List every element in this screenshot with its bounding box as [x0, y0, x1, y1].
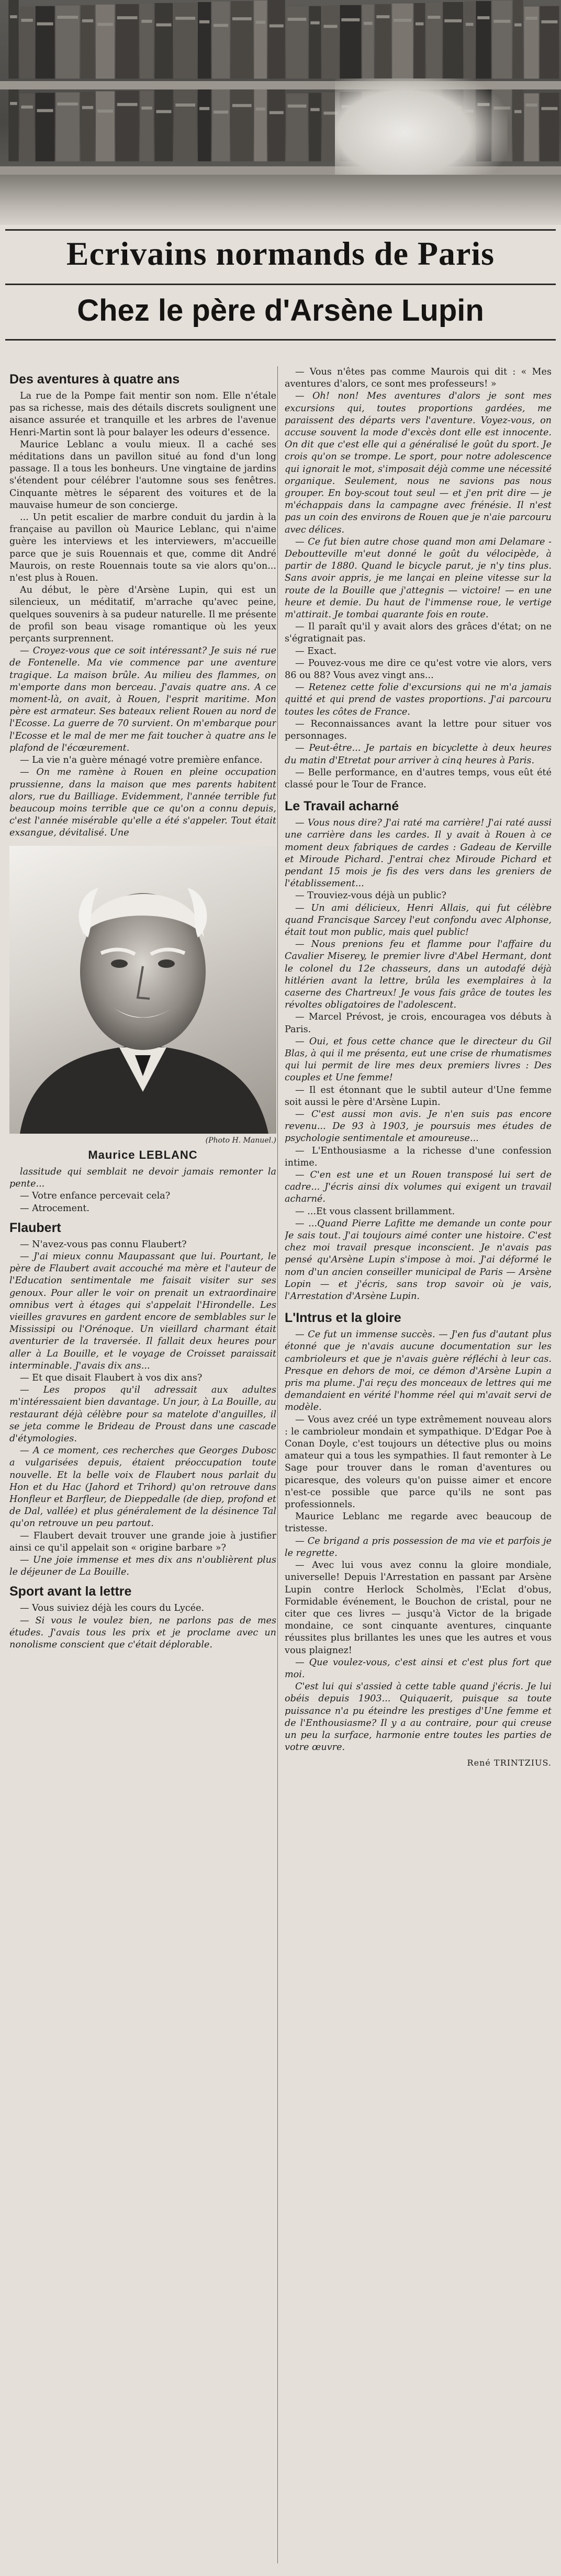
book-spine: [492, 1, 512, 78]
quote-paragraph: C'est lui qui s'assied à cette table quand j'écris. Je lui obéis depuis 1903... Quiquaerit, puisque sa toute puissance n'a pu éteindre les prestiges d'Une femme et de l'Enthousiasme? Il y a au contraire, pour qui creuse un peu la surface, harmonie entre toutes les parties de votre œuvre.: [285, 1681, 552, 1753]
paragraph: — Vous suiviez déjà les cours du Lycée.: [20, 1603, 205, 1614]
quote-paragraph: lassitude qui semblait ne devoir jamais remonter la pente...: [9, 1166, 276, 1190]
quote-paragraph: — J'ai mieux connu Maupassant que lui. Pourtant, le père de Flaubert avait accouché ma mère et l'auteur de l'Education sentimentale me faisait visiter sur ses genoux. Pour aller le voir on prenait un extraordinaire omnibus vert à étages qui s'appelait l'Hirondelle. Les vieilles gravures en gardent encore de semblables sur le Mississipi ou l'Orénoque. Un vieillard charmant était aventurier de la traversée. Il fallait deux heures pour aller à La Bouille, et le voyage de Croisset paraissait interminable. J'avais dix ans...: [9, 1251, 276, 1371]
book-spine: [8, 0, 18, 78]
section-title: Sport avant la lettre: [9, 1584, 132, 1599]
book-spine: [309, 93, 321, 161]
paragraph: — Flaubert devait trouver une grande joie à justifier ainsi ce qu'il appelait son « origine barbare »?: [9, 1530, 276, 1553]
book-spine-band: [525, 17, 537, 20]
book-spine-band: [376, 15, 389, 18]
book-spine: [212, 88, 230, 162]
paragraph: — Vous avez créé un type extrêmement nouveau alors : le cambrioleur mondain et sympathique. D'Edgar Poe à Conan Doyle, c'est toujours un détective plus ou moins amateur qui a tous les sympathies. Il faut remonter à Le Sage pour trouver dans le roman d'aventures ou picaresque, des voleurs qu'on puisse aimer et encore n'est-ce possible que parce qu'ils ne sont pas professionnels.: [285, 1414, 552, 1510]
book-spine: [322, 6, 339, 79]
book-spine: [231, 88, 253, 162]
quote-paragraph: — Nous prenions feu et flamme pour l'affaire du Cavalier Miserey, le premier livre d'Abel Hermant, dont le colonel du 12e chasseurs, dans un autodafé déjà hitlérien avant la lettre, brûla les exemplaires à la caserne des Chartreux! Je vous fais grâce de toutes les révoltes obligatoires de l'adolescent.: [285, 939, 552, 1011]
book-spine-band: [175, 17, 195, 20]
photo-foreground: [0, 175, 561, 225]
book-spine-band: [21, 19, 32, 22]
book-spine-band: [232, 104, 252, 107]
book-spine: [20, 93, 35, 161]
book-spine-band: [310, 21, 319, 25]
book-spine: [198, 2, 211, 78]
book-spine: [116, 91, 139, 162]
book-spine-band: [57, 16, 78, 19]
paragraph: La rue de la Pompe fait mentir son nom. Elle n'étale pas sa richesse, mais des détails discrets soulignent une aisance assurée et tranquille et les arbres de l'avenue Henri-Martin sont là pour balayer les odeurs d'essence.: [9, 391, 276, 438]
book-spine-band: [525, 104, 537, 107]
paragraph: — Belle performance, en d'autres temps, vous eût été classé pour le Tour de France.: [285, 767, 552, 790]
book-spine: [476, 1, 491, 78]
book-spine-band: [341, 18, 360, 21]
paragraph: — Votre enfance percevait cela?: [20, 1191, 171, 1202]
book-spine-band: [10, 15, 17, 18]
book-spine-band: [288, 105, 307, 108]
book-spine: [513, 0, 523, 78]
book-spine: [340, 5, 361, 79]
book-spine-band: [117, 16, 138, 19]
book-spine: [81, 5, 95, 79]
book-spine-band: [541, 20, 557, 24]
book-spine-band: [514, 24, 522, 27]
book-spine: [198, 89, 211, 162]
quote-paragraph: — Ce fut un immense succès. — J'en fus d'autant plus étonné que je n'avais aucune documentation sur les cambrioleurs et que je n'avais guère réfléchi à leur cas. Presque en dehors de moi, ce démon d'Arsène Lupin a pris ma plume. J'ai reçu des monceaux de lettres qui me demandaient en vérité l'homme réel qui m'avait servi de modèle.: [285, 1329, 552, 1413]
quote-paragraph: — Oh! non! Mes aventures d'alors je sont mes excursions qui, toutes proportions gardées, me paraissent des départs vers l'aventure. Voyez-vous, on accuse souvent la mode d'excès dont elle est innocente. On dit que c'est elle qui a généralisé le goût du sport. Je crois qu'on se trompe. Le sport, pour notre adolescence qui ignorait le mot, s'imposait déjà comme une nécessité organique. Seulement, nous ne savions pas nous grouper. En boy-scout tout seul — et j'en prit dire — je m'échappais dans la campagne avec frénésie. Il n'est pas un coin des environs de Rouen que je n'aie parcouru avec délices.: [285, 391, 552, 535]
book-spine: [268, 0, 285, 78]
book-spine: [174, 89, 197, 162]
paragraph: — L'Enthousiasme a la richesse d'une confession intime.: [285, 1145, 552, 1168]
paragraph: — Avec lui vous avez connu la gloire mondiale, universelle! Depuis l'Arrestation en passant par Arsène Lupin contre Herlock Scholmès, l'Eclat d'obus, Formidable événement, le Bouchon de cristal, pour ne citer que ces livres — jusqu'à Victor de la brigade mondaine, ce sont cinquante aventures, cinquante réussites plus brillantes les unes que les autres et vous vous plaignez!: [285, 1560, 552, 1656]
book-spine: [414, 3, 425, 78]
book-spine-band: [37, 109, 53, 112]
quote-paragraph: — Un ami délicieux, Henri Allais, qui fut célèbre quand Francisque Sarcey l'eut confondu avec Alphonse, était tout mon public, mais quel public!: [285, 902, 552, 937]
book-spine: [362, 5, 374, 79]
book-spine: [174, 3, 197, 78]
quote-paragraph: — ...Quand Pierre Lafitte me demande un conte pour Je sais tout. J'ai toujours aimé conter une histoire. C'est chez moi travail presque inconscient. Je n'avais pas pensé qu'Arsène Lupin s'impose à moi. J'ai déformé le nom d'un ancien conseiller municipal de Paris — Arsène Lopin — et j'écris, sans trop savoir où je vais, l'Arrestation d'Arsène Lupin.: [285, 1218, 552, 1302]
book-spine-band: [232, 17, 252, 20]
paragraph: — La vie n'a guère ménagé votre première enfance.: [20, 755, 263, 766]
section-title: L'Intrus et la gloire: [285, 1310, 401, 1326]
paragraph: — Marcel Prévost, je crois, encouragea vos débuts à Paris.: [285, 1012, 552, 1035]
book-spine-band: [214, 110, 228, 114]
book-spine-band: [21, 106, 32, 109]
book-spine: [309, 6, 321, 79]
left-column: [9, 366, 276, 2569]
portrait-illustration: [9, 846, 276, 1134]
book-spine-band: [10, 102, 17, 105]
paragraph: — Il paraît qu'il y avait alors des grâces d'état; on ne s'égratignait pas.: [285, 622, 552, 645]
portrait-figure: [9, 846, 276, 1161]
headline-rule: [5, 339, 556, 341]
book-spine-band: [477, 16, 489, 19]
book-spine: [392, 4, 413, 79]
book-spine: [540, 6, 559, 79]
book-spine-band: [466, 23, 474, 26]
book-spine: [116, 4, 139, 79]
book-spine-band: [156, 24, 171, 27]
book-spine-band: [270, 111, 284, 114]
paragraph: — Pouvez-vous me dire ce qu'est votre vie alors, vers 86 ou 88? Vous avez vingt ans...: [285, 658, 552, 681]
paragraph: — Exact.: [295, 646, 336, 657]
book-spine-band: [214, 24, 228, 27]
quote-paragraph: — Retenez cette folie d'excursions qui ne m'a jamais quitté et qui prend de vastes proportions. J'ai parcouru toutes les côtes de France.: [285, 682, 552, 717]
book-spine-band: [255, 108, 265, 111]
book-spine-band: [270, 25, 284, 28]
book-spine-band: [199, 20, 209, 24]
book-spine-band: [141, 20, 152, 23]
book-spine: [155, 3, 173, 78]
quote-paragraph: — A ce moment, ces recherches que Georges Dubosc a vulgarisées depuis, étaient préoccupation toute nouvelle. Et la belle voix de Flaubert nous parlait du Hon et du Hac (Jahord et Trihord) qu'on retrouve dans Honfleur et Barfleur, de Dieppedalle (de diep, profond et de Dal, vallée) et plus généralement de la désinence Tal qu'on retrouve un peu partout.: [9, 1445, 276, 1529]
book-spine-band: [255, 21, 265, 24]
book-spine: [20, 7, 35, 79]
book-spine-band: [97, 109, 113, 112]
quote-paragraph: — C'est aussi mon avis. Je n'en suis pas encore revenu... De 93 à 1903, je poursuis mes études de psychologie sentimentale et amoureuse...: [285, 1109, 552, 1144]
article-title: Chez le père d'Arsène Lupin: [77, 293, 484, 327]
quote-paragraph: — Si vous le voulez bien, ne parlons pas de mes études. J'avais tous les prix et je proclame avec un nonolisme conscient que c'était déplorable.: [9, 1615, 276, 1651]
book-spine-band: [514, 110, 522, 113]
book-spine-band: [541, 107, 557, 110]
bookshelf-photo: [0, 0, 561, 225]
quote-paragraph: — Ce fut bien autre chose quand mon ami Delamare - Deboutteville m'eut donné le goût du vélocipède, à partir de 1880. Quand le bicycle parut, je n'y tins plus. Sans avoir appris, je me lançai en pleine vitesse sur la route de la Bouille que j'attegnis — victoire! — en une heure et demie. Du haut de l'immense roue, le vertige m'attirait. Je tombai quarante fois en route.: [285, 536, 552, 620]
paragraph: — Il est étonnant que le subtil auteur d'Une femme soit aussi le père d'Arsène Lupin.: [285, 1084, 552, 1108]
book-spine-band: [57, 103, 78, 106]
quote-paragraph: — Ce brigand a pris possession de ma vie et parfois je le regrette.: [285, 1535, 552, 1558]
book-spine: [212, 2, 230, 78]
paragraph: — Et que disait Flaubert à vos dix ans?: [20, 1372, 203, 1383]
book-spine: [464, 2, 475, 78]
headline-rule: [5, 284, 556, 285]
headline-rule: [5, 229, 556, 231]
column-separator: [277, 366, 278, 2563]
book-spine: [231, 1, 253, 78]
book-spine: [155, 90, 173, 162]
book-spine-band: [444, 19, 462, 22]
book-spine: [254, 1, 267, 78]
paragraph: — Atrocement.: [20, 1203, 90, 1214]
paragraph: ... Un petit escalier de marbre conduit du jardin à la française au pavillon où Maurice Leblanc, qui n'aime guère les interviews et les interviewers, m'accueille parce que je suis Rouennais et que, comme dit André Maurois, on reste Rouennais toute sa vie alors qu'on... n'est plus à Rouen.: [9, 512, 276, 584]
book-spine-band: [428, 16, 440, 19]
section-title: Des aventures à quatre ans: [9, 372, 180, 387]
book-spine: [254, 87, 267, 162]
book-spine: [426, 3, 442, 78]
book-spine: [8, 87, 18, 162]
quote-paragraph: — On me ramène à Rouen en pleine occupation prussienne, dans la maison que mes parents habitent alors, rue du Bailliage. Evidemment, l'année terrible fut beaucoup moins terrible que ce qu'on a connu depuis, c'est l'année misérable qu'elle a été s'appeler. Tout était exsangue, dévitalisé. Une: [9, 767, 276, 839]
book-spine-band: [37, 22, 53, 26]
quote-paragraph: — C'en est une et un Rouen transposé lui sert de cadre... J'écris ainsi dix volumes qui exigent un travail acharné.: [285, 1170, 552, 1205]
book-spine-band: [288, 18, 307, 21]
photo-caption: Maurice LEBLANC: [88, 1148, 198, 1161]
book-spine-band: [364, 22, 372, 25]
book-spine: [81, 92, 95, 162]
portrait-photo: [9, 846, 276, 1134]
book-spine-band: [199, 107, 209, 110]
quote-paragraph: — Une joie immense et mes dix ans n'oublièrent plus le déjeuner de La Bouille.: [9, 1555, 276, 1578]
paragraph: — N'avez-vous pas connu Flaubert?: [20, 1239, 187, 1250]
page-headline: Ecrivains normands de Paris: [66, 235, 495, 272]
book-spine: [286, 7, 308, 79]
photo-credit: (Photo H. Manuel.): [205, 1136, 276, 1145]
right-column: [285, 366, 552, 2569]
book-spine: [96, 5, 115, 79]
quote-paragraph: — Que voulez-vous, c'est ainsi et c'est plus fort que moi.: [285, 1657, 552, 1680]
book-spine-band: [97, 23, 113, 26]
quote-paragraph: — Oui, et fous cette chance que le directeur du Gil Blas, à qui il me présenta, eut une crise de rhumatismes qui lui permit de lire mes deux premiers livres : Des couples et Une femme!: [285, 1036, 552, 1083]
book-spine: [513, 87, 523, 162]
section-title: Le Travail acharné: [285, 799, 399, 814]
paragraph: — Vous n'êtes pas comme Maurois qui dit : « Mes aventures d'alors, ce sont mes professeurs! »: [285, 367, 552, 390]
paragraph: — Reconnaissances avant la lettre pour situer vos personnages.: [285, 718, 552, 742]
paragraph: Maurice Leblanc me regarde avec beaucoup de tristesse.: [285, 1511, 552, 1534]
paragraph: Au début, le père d'Arsène Lupin, qui est un silencieux, un méditatif, m'arrache qu'avec peine, quelques souvenirs à sa pudeur naturelle. Il me présente de profil son beau visage romantique où les yeux perçants surprennent.: [9, 585, 276, 645]
book-spine: [286, 93, 308, 161]
quote-paragraph: — Les propos qu'il adressait aux adultes m'intéressaient bien davantage. Un jour, à La Bouille, au restaurant déjà célèbre pour sa matelote d'anguilles, il se jeta comme le Brideau de Proust dans une cascade d'étymologies.: [9, 1385, 276, 1444]
book-spine-band: [310, 108, 319, 111]
paragraph: — ...Et vous classent brillamment.: [295, 1206, 455, 1217]
book-spine-band: [156, 110, 171, 113]
paragraph: — Trouviez-vous déjà un public?: [295, 890, 446, 901]
book-spine: [96, 92, 115, 162]
book-spine: [140, 4, 153, 79]
paragraph: Maurice Leblanc a voulu mieux. Il a caché ses méditations dans un pavillon situé au fond d'un long passage. Il a tous les bonheurs. Une vingtaine de jardins s'étendent pour célébrer l'automne sous ses fenêtres. Cinquante mètres le séparent des voitures et de la mauvaise humeur de son concierge.: [9, 439, 276, 511]
quote-paragraph: — Croyez-vous que ce soit intéressant? Je suis né rue de Fontenelle. Ma vie commence par une aventure tragique. La maison brûle. Au milieu des flammes, on m'emporte dans mon berceau. J'avais quatre ans. A ce moment-là, on avait, à Rouen, l'esprit maritime. Mon père est armateur. Ses bateaux relient Rouen au nord de l'Ecosse. La guerre de 70 survient. On m'embarque pour l'Ecosse et le mal de mer me fait toucher à quatre ans le plafond de l'écœurement.: [9, 646, 276, 753]
book-spine-band: [416, 22, 424, 26]
book-spine-band: [82, 106, 93, 109]
book-spine: [140, 91, 153, 162]
book-spine-band: [82, 19, 93, 22]
book-spine-band: [141, 107, 152, 110]
book-spine: [443, 2, 463, 78]
book-spine-band: [323, 25, 337, 28]
book-spine-band: [493, 20, 510, 23]
book-spine: [268, 87, 285, 162]
book-spine: [36, 93, 55, 161]
book-spine-band: [117, 103, 138, 106]
author-signature: René TRINTZIUS.: [467, 1758, 552, 1768]
book-spine-band: [394, 19, 411, 22]
section-title: Flaubert: [9, 1220, 61, 1235]
book-spine: [36, 6, 55, 79]
quote-paragraph: — Peut-être... Je partais en bicyclette à deux heures du matin d'Etretat pour arriver à cinq heures à Paris.: [285, 743, 552, 766]
quote-paragraph: — Vous nous dire? J'ai raté ma carrière! J'ai raté aussi une carrière dans les cardes. Il y avait à Rouen à ce moment deux fabriques de cardes : Gadeau de Kerville et Miroude Pichard. J'entrai chez Miroude Pichard et pendant 15 mois je fis des vers dans les greniers de l'établissement...: [285, 818, 552, 889]
book-spine-band: [175, 104, 195, 107]
book-spine: [540, 93, 559, 161]
